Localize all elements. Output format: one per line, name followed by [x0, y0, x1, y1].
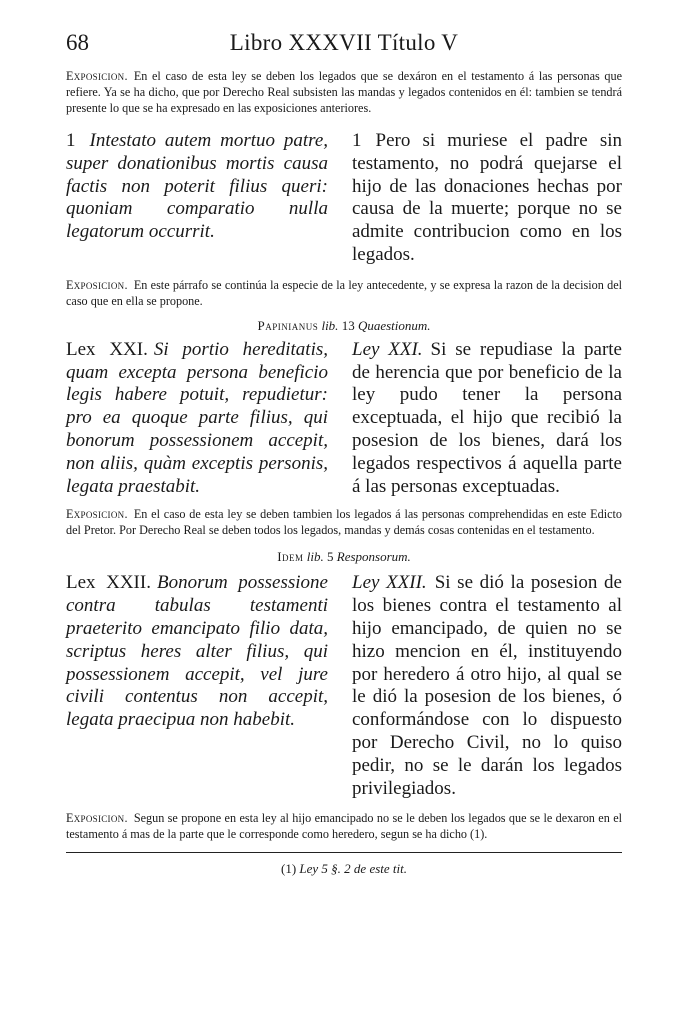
source-book: 13 [341, 317, 355, 333]
exposition-2 [66, 277, 622, 309]
spanish-text: Si se repudiase la parte de herencia que por beneficio de la ley pudo tener la persona exceptuada, el hijo que recibió la posesion de los bienes, dará los legados respectivos á aquella parte á las personas exceptuadas. [352, 338, 622, 497]
latin-column [66, 339, 328, 499]
exposition-3 [66, 506, 622, 538]
ley-heading: Ley XXII. [352, 572, 427, 594]
page [66, 30, 622, 877]
source-lib: lib. [321, 317, 339, 333]
exposition-1 [66, 68, 622, 116]
lex-heading: Lex XXII. [66, 572, 151, 594]
latin-text: Intestato autem mortuo patre, super donationibus mortis causa factis non poterit filius queri: quoniam comparatio nulla legatorum occurrit. [66, 130, 328, 243]
source-citation-2 [66, 548, 622, 566]
spanish-column [352, 130, 622, 267]
footnote-rule [66, 852, 622, 853]
paragraph-number: 1 [66, 130, 76, 151]
exposition-label: Exposicion. [66, 507, 128, 522]
latin-text: Bonorum possessione contra tabulas testamenti praeterito emancipato filio data, scriptus heres alter filius, qui possessionem accepit, vel jure civili contentus non accepit, legata praecipua non habebit. [66, 572, 328, 731]
footnote [66, 861, 622, 877]
exposition-text: En el caso de esta ley se deben tambien los legados á las personas comprehendidas en este Edicto del Pretor. Por Derecho Real se deben todos los legados, mandas y demás cosas contenidas en el testamento. [66, 507, 622, 538]
source-author: Idem [277, 549, 304, 565]
spanish-text: Pero si muriese el padre sin testamento, no podrá quejarse el hijo de las donaciones hechas por causa de la muerte; porque no se admite contribucion como en los legados. [352, 130, 622, 265]
source-citation-1 [66, 317, 622, 335]
latin-text: Si portio hereditatis, quam excepta persona beneficio legis habere potuit, repudietur: pro ea quoque parte filius, qui bonorum possessionem accepit, non aliis, quàm exceptis personis, legata praestabit. [66, 338, 328, 497]
footnote-text: Ley 5 §. 2 de este tit. [299, 861, 407, 877]
exposition-4 [66, 810, 622, 842]
exposition-label: Exposicion. [66, 811, 128, 826]
lex-heading: Lex XXI. [66, 338, 148, 360]
running-title: Libro XXXVII Título V [229, 30, 459, 55]
spanish-column [352, 572, 622, 800]
source-work: Responsorum. [336, 549, 411, 565]
latin-column [66, 130, 328, 267]
latin-column [66, 572, 328, 800]
spanish-column [352, 339, 622, 499]
spanish-text: Si se dió la posesion de los bienes contra el testamento al hijo emancipado, de quien no se hizo mencion en él, instituyendo por heredero á otro hijo, al qual se le dió la posesion de los bienes, ó conformándose con lo dispuesto por Derecho Civil, no lo quiso pedir, no se le darán los legados privilegiados. [352, 572, 622, 799]
exposition-text: En el caso de esta ley se deben los legados que se dexáron en el testamento á las personas que refiere. Ya se ha dicho, que por Derecho Real subsisten las mandas y legados contenidos en él: tambien se tendrá presente lo que se ha expresado en las exposiciones anteriores. [66, 69, 622, 115]
lex-21 [66, 339, 622, 499]
exposition-label: Exposicion. [66, 277, 128, 292]
source-lib: lib. [306, 549, 324, 565]
page-number: 68 [66, 30, 89, 55]
exposition-label: Exposicion. [66, 69, 128, 83]
lex-22 [66, 572, 622, 800]
footnote-marker: (1) [280, 861, 297, 877]
paragraph-number: 1 [352, 130, 362, 151]
running-head [66, 30, 622, 60]
exposition-text: Segun se propone en esta ley al hijo emancipado no se le deben los legados que se le dexaron en el testamento á mas de la parte que le corresponde como heredero, segun se ha dicho (1). [66, 811, 622, 842]
source-book: 5 [327, 549, 334, 565]
exposition-text: En este párrafo se continúa la especie de la ley antecedente, y se expresa la razon de la decision del caso que en ella se propone. [66, 277, 622, 308]
ley-heading: Ley XXI. [352, 338, 423, 360]
paragraph-1 [66, 130, 622, 267]
source-work: Quaestionum. [357, 317, 431, 333]
source-author: Papinianus [257, 317, 319, 333]
